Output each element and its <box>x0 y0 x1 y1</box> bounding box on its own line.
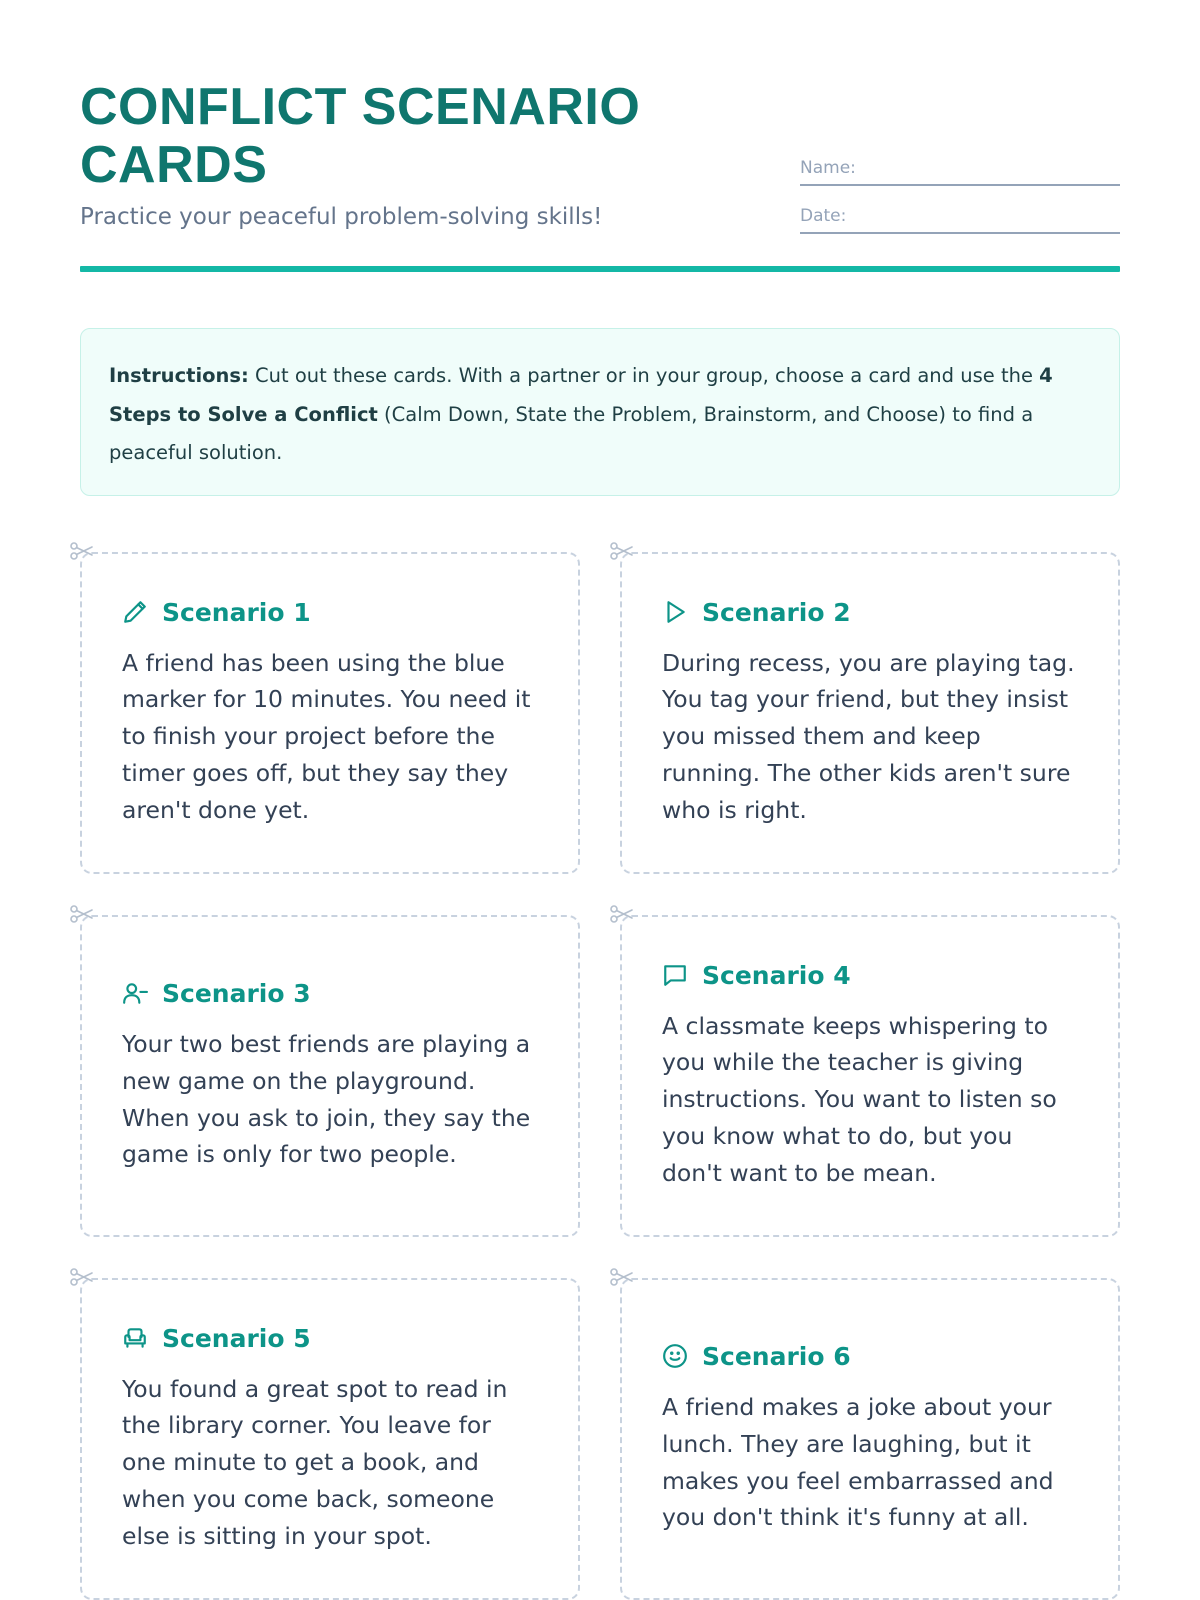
scenario-text: Your two best friends are playing a new game on the playground. When you ask to join, they say the game is only for two people. <box>122 1029 531 1169</box>
date-field[interactable] <box>800 206 1120 234</box>
scissors-icon <box>608 540 634 562</box>
scenario-text: You found a great spot to read in the library corner. You leave for one minute to get a book, and when you come back, someone else is sitting in your spot. <box>122 1374 508 1550</box>
scissors-icon <box>68 540 94 562</box>
page-title: CONFLICT SCENARIO CARDS <box>80 78 641 194</box>
scissors-icon <box>608 903 634 925</box>
play-icon <box>662 599 688 625</box>
header-divider <box>80 266 1120 272</box>
instructions-box <box>80 328 1120 496</box>
scissors-icon <box>68 903 94 925</box>
scenario-title: Scenario 3 <box>162 978 311 1008</box>
name-label: Name: <box>800 158 856 178</box>
pencil-icon <box>122 599 148 625</box>
scenario-text: A friend has been using the blue marker for 10 minutes. You need it to finish your project before the timer goes off, but they say they aren't done yet. <box>122 648 531 824</box>
instructions-text-before: Cut out these cards. With a partner or in your group, choose a card and use the <box>248 364 1040 387</box>
scenario-card-4 <box>620 915 1120 1237</box>
name-field[interactable] <box>800 158 1120 186</box>
scissors-icon <box>68 1266 94 1288</box>
scenario-card-6 <box>620 1278 1120 1600</box>
scenario-text: During recess, you are playing tag. You tag your friend, but they insist you missed them and keep running. The other kids aren't sure who is right. <box>662 648 1075 824</box>
scenario-text: A classmate keeps whispering to you while the teacher is giving instructions. You want to listen so you know what to do, but you don't want to be mean. <box>662 1011 1057 1187</box>
scissors-icon <box>608 1266 634 1288</box>
user-minus-icon <box>122 980 148 1006</box>
scenario-card-5 <box>80 1278 580 1600</box>
instructions-text-after: (Calm Down, State the Problem, Brainstorm, and Choose) to find a peaceful solution. <box>109 402 1034 464</box>
scenario-title: Scenario 5 <box>162 1323 311 1353</box>
scenario-card-3 <box>80 915 580 1237</box>
scenario-title: Scenario 6 <box>702 1341 851 1371</box>
armchair-icon <box>122 1325 148 1351</box>
smile-icon <box>662 1343 688 1369</box>
date-label: Date: <box>800 206 847 226</box>
scenario-title: Scenario 4 <box>702 960 851 990</box>
scenario-text: A friend makes a joke about your lunch. They are laughing, but it makes you feel embarrassed and you don't think it's funny at all. <box>662 1392 1054 1532</box>
message-icon <box>662 962 688 988</box>
instructions-label: Instructions: <box>109 364 249 387</box>
scenario-card-1 <box>80 552 580 874</box>
scenario-title: Scenario 1 <box>162 597 311 627</box>
instructions-emphasis: 4 Steps to Solve a Conflict <box>109 364 1053 426</box>
scenario-card-2 <box>620 552 1120 874</box>
page-subtitle: Practice your peaceful problem-solving skills! <box>80 204 603 230</box>
scenario-title: Scenario 2 <box>702 597 851 627</box>
